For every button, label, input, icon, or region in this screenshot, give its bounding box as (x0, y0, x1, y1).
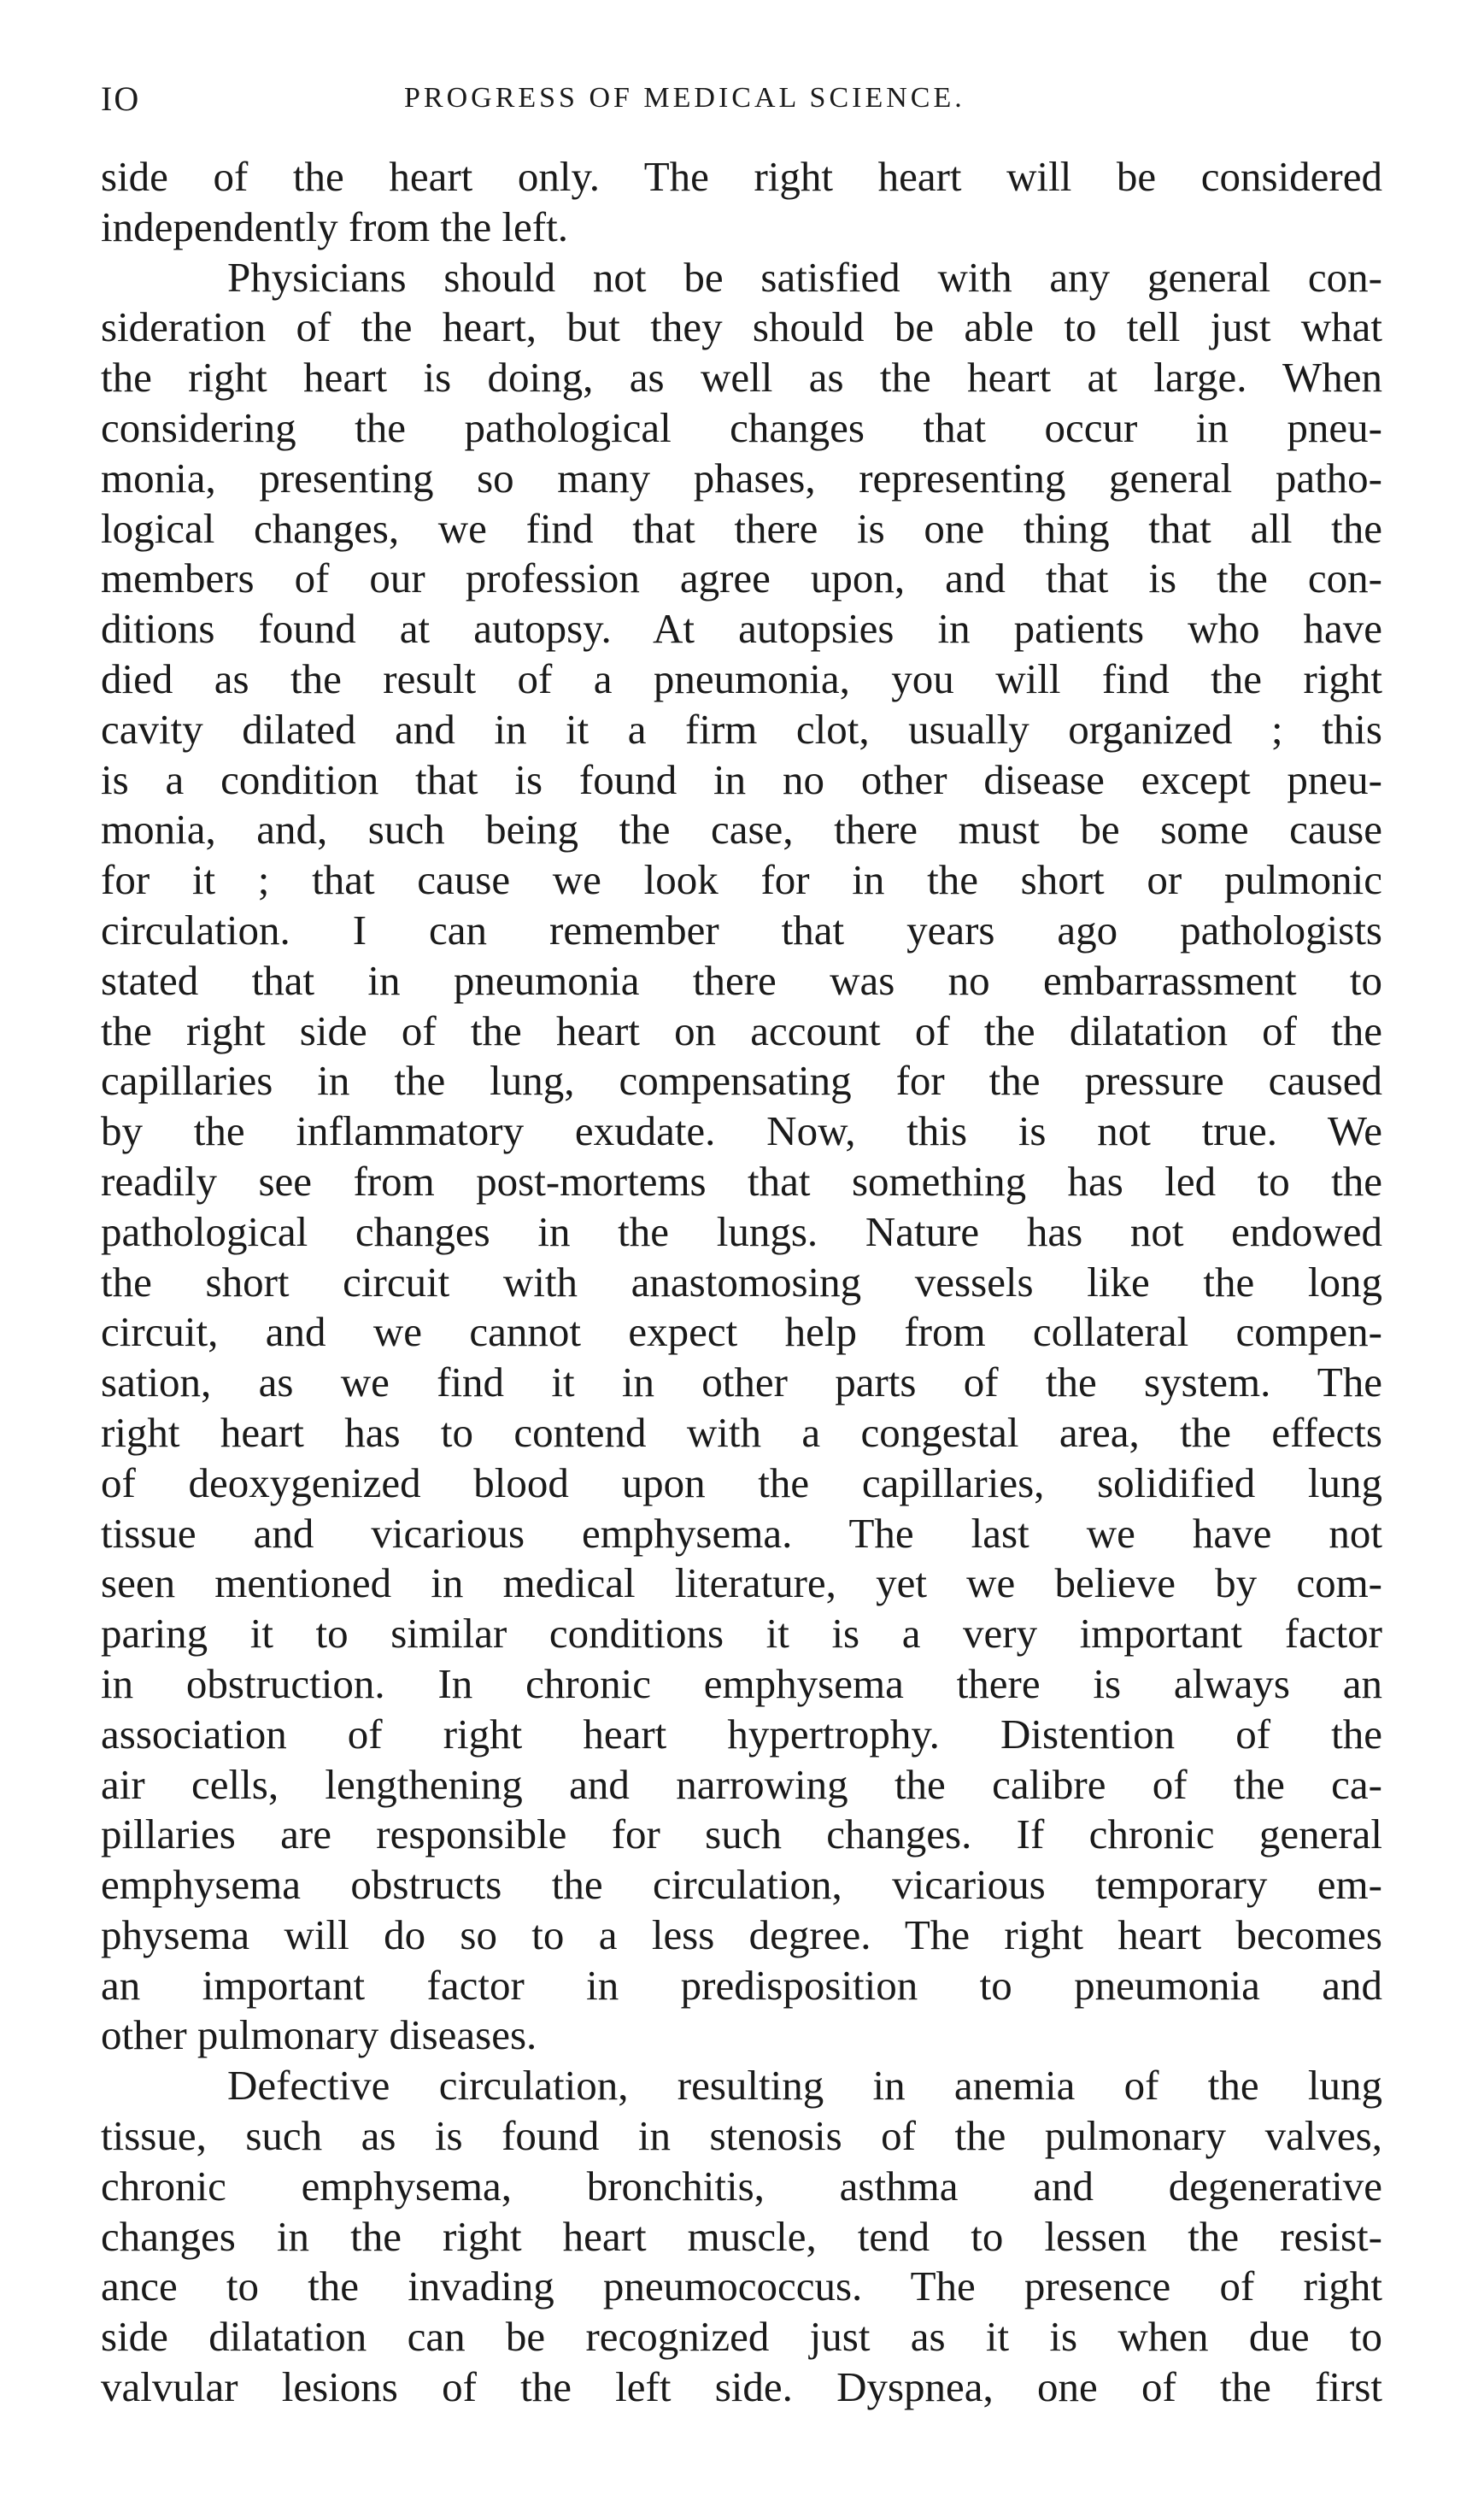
text-line: for it ; that cause we look for in the short or pulmonic (101, 856, 1382, 904)
text-line: seen mentioned in medical literature, yet we believe by com- (101, 1559, 1382, 1607)
text-line: pillaries are responsible for such changes. If chronic general (101, 1811, 1382, 1858)
text-line: died as the result of a pneumonia, you will find the right (101, 654, 1382, 702)
text-line: cavity dilated and in it a firm clot, usually organized ; this (101, 705, 1382, 753)
text-line: capillaries in the lung, compensating for the pressure caused (101, 1057, 1382, 1105)
text-line: circuit, and we cannot expect help from collateral compen- (101, 1308, 1382, 1356)
text-line: side of the heart only. The right heart will be considered (101, 153, 1382, 200)
text-line: chronic emphysema, bronchitis, asthma and degenerative (101, 2162, 1382, 2210)
running-title: PROGRESS OF MEDICAL SCIENCE. (404, 82, 965, 114)
text-line: stated that in pneumonia there was no embarrassment to (101, 956, 1382, 1004)
text-line: logical changes, we find that there is one thing that all the (101, 504, 1382, 552)
text-line: considering the pathological changes that occur in pneu- (101, 403, 1382, 451)
text-line: readily see from post-mortems that something has led to the (101, 1157, 1382, 1205)
text-line: tissue and vicarious emphysema. The last we have not (101, 1509, 1382, 1557)
text-line: an important factor in predisposition to pneumonia and (101, 1961, 1382, 2009)
text-line: circulation. I can remember that years ago pathologists (101, 906, 1382, 954)
text-line: tissue, such as is found in stenosis of the pulmonary valves, (101, 2112, 1382, 2160)
text-line: monia, and, such being the case, there must be some cause (101, 806, 1382, 854)
text-line: monia, presenting so many phases, representing general patho- (101, 454, 1382, 502)
paragraph-first-line: Physicians should not be satisfied with any general con- (227, 253, 1382, 301)
text-line: ditions found at autopsy. At autopsies in patients who have (101, 605, 1382, 653)
text-line: side dilatation can be recognized just as it is when due to (101, 2313, 1382, 2361)
text-line: in obstruction. In chronic emphysema there is always an (101, 1659, 1382, 1707)
text-line: valvular lesions of the left side. Dyspnea, one of the first (101, 2363, 1382, 2411)
text-line: of deoxygenized blood upon the capillaries, solidified lung (101, 1458, 1382, 1506)
text-line: pathological changes in the lungs. Nature has not endowed (101, 1207, 1382, 1255)
text-line: association of right heart hypertrophy. Distention of the (101, 1710, 1382, 1758)
text-line: ance to the invading pneumococcus. The presence of right (101, 2262, 1382, 2310)
text-line: members of our profession agree upon, and that is the con- (101, 555, 1382, 602)
text-line: the short circuit with anastomosing vessels like the long (101, 1258, 1382, 1306)
text-line: the right heart is doing, as well as the heart at large. When (101, 354, 1382, 402)
text-line: sideration of the heart, but they should be able to tell just what (101, 303, 1382, 351)
text-line: the right side of the heart on account of the dilatation of the (101, 1007, 1382, 1054)
text-line: paring it to similar conditions it is a very important factor (101, 1610, 1382, 1658)
text-line: air cells, lengthening and narrowing the calibre of the ca- (101, 1760, 1382, 1808)
text-line: by the inflammatory exudate. Now, this is not true. We (101, 1107, 1382, 1155)
text-line: emphysema obstructs the circulation, vicarious temporary em- (101, 1861, 1382, 1909)
running-head (101, 79, 1382, 121)
text-line: sation, as we find it in other parts of the system. The (101, 1359, 1382, 1406)
paragraph-first-line: Defective circulation, resulting in anemia of the lung (227, 2062, 1382, 2110)
text-line: is a condition that is found in no other disease except pneu- (101, 755, 1382, 803)
text-line: changes in the right heart muscle, tend to lessen the resist- (101, 2212, 1382, 2260)
body-text (101, 152, 1382, 2413)
text-line: right heart has to contend with a congestal area, the effects (101, 1408, 1382, 1456)
page-number: IO (101, 79, 141, 118)
text-line: independently from the left. (101, 202, 568, 250)
text-line: physema will do so to a less degree. The right heart becomes (101, 1910, 1382, 1958)
text-line: other pulmonary diseases. (101, 2011, 537, 2059)
